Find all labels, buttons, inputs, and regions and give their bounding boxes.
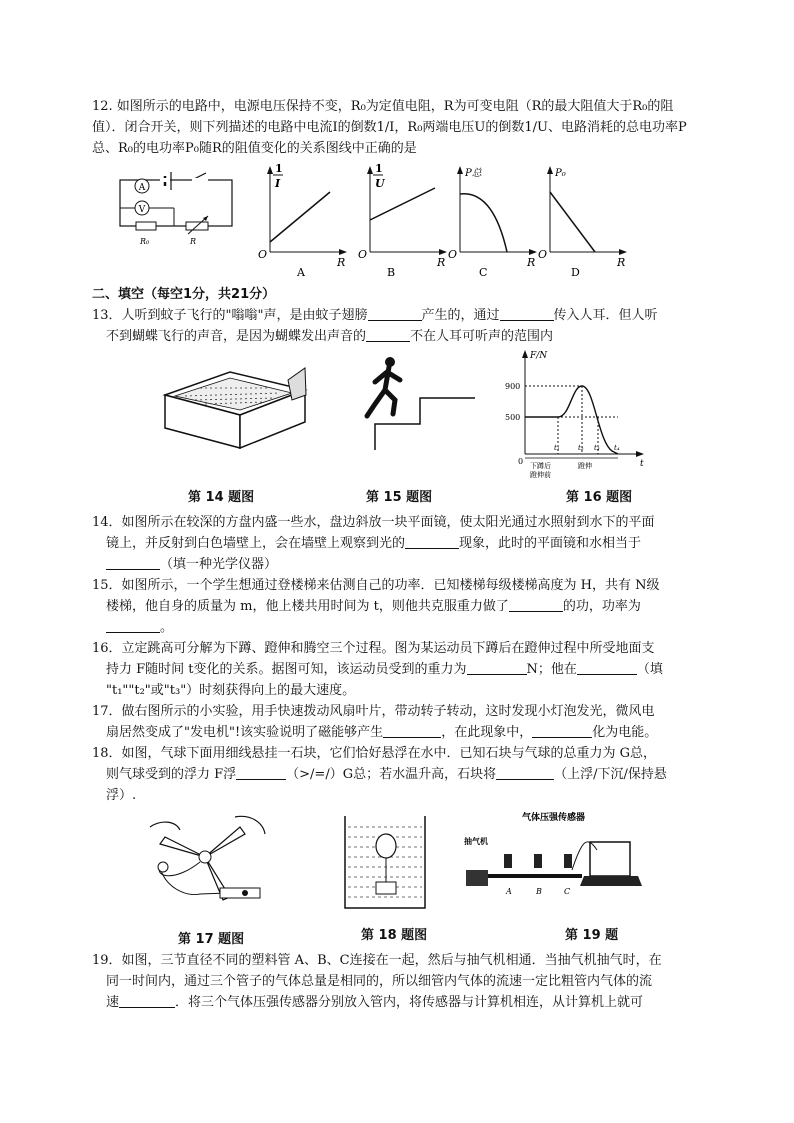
option-c-label: C <box>479 266 488 279</box>
graph-c <box>445 162 540 280</box>
question-16-text: 16．立定跳高可分解为下蹲、蹬伸和腾空三个过程。图为某运动员下蹲后在蹬伸过程中所受地面支 持力 F随时间 t变化的关系。据图可知，该运动员受到的重力为 N；他在 （填 "t₁""t₂"或"t₃"）时刻获得向上的最大速度。 <box>92 641 663 698</box>
svg-text:I: I <box>275 177 281 190</box>
svg-text:气体压强传感器: 气体压强传感器 <box>522 813 586 823</box>
r-label: R <box>190 237 197 246</box>
r0-label: R₀ <box>140 237 150 246</box>
graph-a <box>255 162 350 280</box>
svg-text:t₂: t₂ <box>578 444 584 452</box>
caption-fig-18: 第 18 题图 <box>361 928 428 943</box>
svg-text:蹬伸前: 蹬伸前 <box>530 471 551 479</box>
svg-text:P₀: P₀ <box>555 168 566 179</box>
svg-text:t: t <box>640 459 644 469</box>
svg-text:U: U <box>375 177 385 190</box>
svg-text:0: 0 <box>518 457 524 466</box>
svg-text:B: B <box>536 887 542 896</box>
question-17-text: 17．做右图所示的小实验，用手快速拨动风扇叶片，带动转子转动，这时发现小灯泡发光，微风电 扇居然变成了"发电机"!该实验说明了磁能够产生 ，在此现象中， 化为电能。 <box>92 704 658 740</box>
graph-b <box>355 162 450 280</box>
svg-text:O: O <box>448 248 458 261</box>
svg-text:R: R <box>337 256 346 269</box>
svg-text:R: R <box>527 256 536 269</box>
voltmeter-label: V <box>138 205 146 215</box>
svg-text:P总: P总 <box>465 168 482 179</box>
fig-18-beaker <box>340 812 430 912</box>
svg-text:t₄: t₄ <box>614 444 620 452</box>
ammeter-label: A <box>138 183 146 193</box>
svg-text:O: O <box>358 248 368 261</box>
option-d-label: D <box>571 266 580 279</box>
question-15-text: 15．如图所示，一个学生想通过登楼梯来估测自己的功率．已知楼梯每级楼梯高度为 H，共有 N级 楼梯，他自身的质量为 m，他上楼共用时间为 t，则他共克服重力做了 的功，功率为 。 <box>92 578 660 635</box>
question-18-text: 18．如图，气球下面用细线悬挂一石块，它们恰好悬浮在水中．已知石块与气球的总重力为 G总， 则气球受到的浮力 F浮 （>/=/）G总；若水温升高，石块将 （上浮/下沉/保持悬 浮）. <box>92 746 667 803</box>
caption-fig-15: 第 15 题图 <box>366 490 433 505</box>
svg-text:F/N: F/N <box>530 351 548 361</box>
option-b-label: B <box>387 266 396 279</box>
svg-text:1: 1 <box>275 162 283 175</box>
caption-fig-17: 第 17 题图 <box>178 932 245 947</box>
svg-text:R: R <box>617 256 626 269</box>
caption-fig-19: 第 19 题 <box>565 928 619 943</box>
fig-16-force-graph <box>500 346 650 486</box>
svg-text:A: A <box>506 887 512 896</box>
section-2-title: 二、填空（每空1分，共21分） <box>92 287 276 302</box>
question-19-text: 19．如图，三节直径不同的塑料管 A、B、C连接在一起，然后与抽气机相通．当抽气机抽气时，在 同一时间内，通过三个管子的气体总量是相同的，所以细管内气体的流速一定比粗管内气体的流 速 ．将三个气体压强传感器分别放入管内，将传感器与计算机相连，从计算机上就可 <box>92 953 662 1010</box>
caption-fig-14: 第 14 题图 <box>188 490 255 505</box>
svg-text:t₁: t₁ <box>554 444 560 452</box>
svg-text:R: R <box>437 256 446 269</box>
svg-text:O: O <box>258 248 268 261</box>
question-14-text: 14．如图所示在较深的方盘内盛一些水，盘边斜放一块平面镜，使太阳光通过水照射到水下的平面 镜上，并反射到白色墙壁上，会在墙壁上观察到光的 现象，此时的平面镜和水相当于 （填一种光学仪器） <box>92 515 655 572</box>
fig-17-fan <box>145 812 275 912</box>
svg-text:500: 500 <box>505 413 521 422</box>
svg-text:t₃: t₃ <box>594 444 600 452</box>
svg-text:O: O <box>538 248 548 261</box>
svg-text:C: C <box>564 887 571 896</box>
svg-text:下蹲后: 下蹲后 <box>530 462 551 470</box>
svg-text:900: 900 <box>505 382 521 391</box>
fig-19-gas-setup <box>462 810 642 915</box>
fig-14-tray <box>160 360 310 455</box>
svg-text:蹬伸: 蹬伸 <box>578 462 592 470</box>
graph-d <box>535 162 630 280</box>
svg-text:1: 1 <box>375 162 383 175</box>
svg-text:抽气机: 抽气机 <box>464 836 488 846</box>
question-12-text: 12. 如图所示的电路中，电源电压保持不变，R₀为定值电阻，R为可变电阻（R的最大阻值大于R₀的阻值）．闭合开关，则下列描述的电路中电流I的倒数1/I，R₀两端电压U的倒数1/U、电路消耗的总电功率P总、R₀的电功率P₀随R的阻值变化的关系图线中正确的是 <box>92 99 687 156</box>
fig-15-stairs <box>345 352 480 452</box>
circuit-diagram <box>110 172 240 252</box>
question-13-text: 13．人听到蚊子飞行的"嗡嗡"声，是由蚊子翅膀 产生的，通过 传入人耳．但人听 不到蝴蝶飞行的声音，是因为蝴蝶发出声音的 不在人耳可听声的范围内 <box>92 308 658 344</box>
caption-fig-16: 第 16 题图 <box>566 490 633 505</box>
option-a-label: A <box>297 266 305 279</box>
